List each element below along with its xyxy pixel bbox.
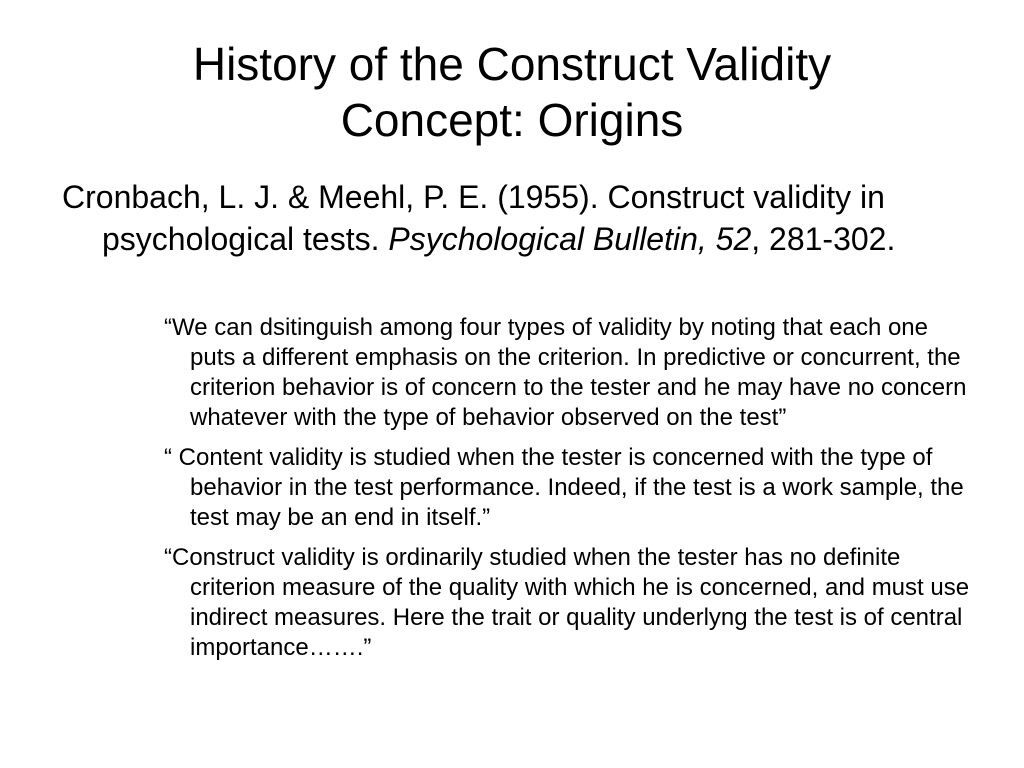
- quote-predictive-concurrent: “We can dsitinguish among four types of validity by noting that each one puts a different emphasis on the criterion. In predictive or concurrent, the criterion behavior is of concern to the tester and he may have no concern whatever with the type of behavior observed on the test”: [164, 314, 967, 431]
- quote-construct-validity: “Construct validity is ordinarily studied when the tester has no definite criterion measure of the quality with which he is concerned, and must use indirect measures. Here the trait or quality underlyng the test is of central importance…….”: [164, 544, 970, 661]
- slide-title: [60, 36, 964, 148]
- citation-pages: , 281-302.: [751, 221, 896, 257]
- citation-journal: Psychological Bulletin, 52: [388, 221, 752, 257]
- quote-list: [164, 313, 974, 673]
- slide-title-line-1: History of the Construct Validity: [192, 38, 832, 90]
- citation-authors-title: Cronbach, L. J. & Meehl, P. E. (1955). Construct validity in psychological tests.: [62, 179, 885, 257]
- quote-content-validity: “ Content validity is studied when the tester is concerned with the type of behavior in the test performance. Indeed, if the test is a work sample, the test may be an end in itself.”: [164, 444, 964, 531]
- citation: [62, 176, 962, 260]
- slide-title-line-2: Concept: Origins: [340, 94, 684, 146]
